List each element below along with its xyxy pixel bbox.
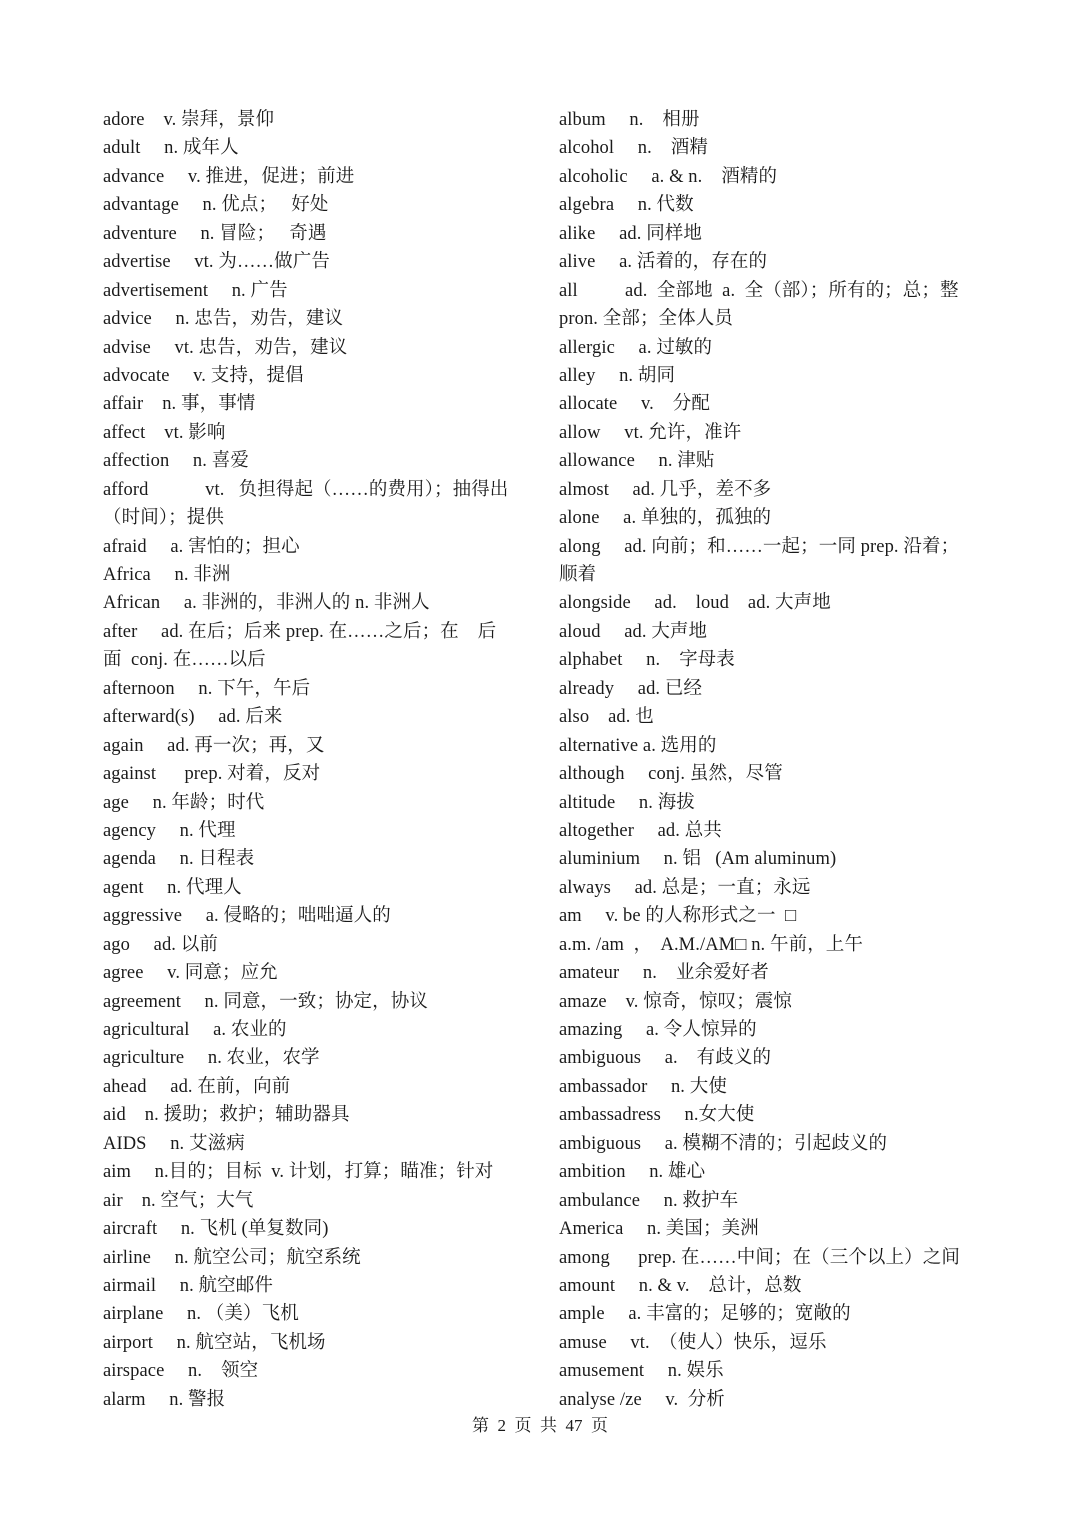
vocab-line: again ad. 再一次；再，又: [103, 735, 325, 756]
vocab-line: among prep. 在……中间；在（三个以上）之间: [559, 1247, 960, 1268]
vocab-line: almost ad. 几乎，差不多: [559, 479, 772, 500]
vocab-line: alongside ad. loud ad. 大声地: [559, 593, 831, 614]
vocab-line: algebra n. 代数: [559, 195, 694, 216]
vocab-line: 顺着: [559, 565, 597, 585]
vocab-line: alternative a. 选用的: [559, 735, 717, 756]
vocab-line: a.m. /am ， A.M./AM□ n. 午前，上午: [559, 934, 864, 955]
vocab-line: along ad. 向前；和……一起；一同 prep. 沿着；: [559, 536, 960, 557]
vocab-line: against prep. 对着，反对: [103, 764, 321, 785]
vocab-line: aim n.目的；目标 v. 计划，打算；瞄准；针对: [103, 1162, 494, 1183]
vocab-line: album n. 相册: [559, 110, 700, 130]
vocab-line: age n. 年龄；时代: [103, 792, 265, 813]
vocab-line: agree v. 同意；应允: [103, 963, 278, 984]
vocab-line: afterward(s) ad. 后来: [103, 707, 283, 728]
vocab-line: ambulance n. 救护车: [559, 1190, 739, 1211]
vocab-line: aircraft n. 飞机 (单复数同): [103, 1219, 329, 1240]
vocab-line: aluminium n. 铝 (Am aluminum): [559, 849, 837, 870]
vocab-line: alcohol n. 酒精: [559, 138, 708, 159]
vocab-line: agreement n. 同意，一致；协定，协议: [103, 991, 428, 1012]
vocab-line: afraid a. 害怕的；担心: [103, 536, 300, 557]
vocab-line: ambition n. 雄心: [559, 1162, 706, 1183]
vocab-line: 面 conj. 在……以后: [103, 650, 266, 671]
vocab-line: AIDS n. 艾滋病: [103, 1133, 245, 1154]
vocab-line: aloud ad. 大声地: [559, 621, 708, 642]
vocab-line: affect vt. 影响: [103, 422, 226, 443]
vocab-line: America n. 美国；美洲: [559, 1219, 759, 1240]
vocab-line: alone a. 单独的，孤独的: [559, 508, 772, 529]
vocab-line: allocate v. 分配: [559, 394, 710, 415]
vocab-line: affection n. 喜爱: [103, 451, 249, 472]
vocab-line: ambiguous a. 有歧义的: [559, 1048, 772, 1069]
vocab-line: although conj. 虽然，尽管: [559, 764, 783, 785]
vocab-line: amazing a. 令人惊异的: [559, 1020, 757, 1040]
vocab-line: advertisement n. 广告: [103, 280, 288, 301]
vocab-line: always ad. 总是；一直；永远: [559, 877, 811, 898]
vocab-line: amuse vt. （使人）快乐，逗乐: [559, 1332, 827, 1353]
vocab-line: ahead ad. 在前，向前: [103, 1076, 291, 1097]
vocab-line: ago ad. 以前: [103, 934, 218, 955]
vocab-line: agenda n. 日程表: [103, 849, 255, 870]
vocab-line: affair n. 事，事情: [103, 394, 256, 415]
vocab-line: advocate v. 支持，提倡: [103, 365, 304, 386]
vocab-line: alarm n. 警报: [103, 1389, 226, 1410]
vocab-line: allergic a. 过敏的: [559, 337, 713, 358]
vocab-line: afford vt. 负担得起（……的费用）；抽得出: [103, 479, 509, 500]
vocab-line: agent n. 代理人: [103, 877, 242, 898]
vocab-line: pron. 全部；全体人员: [559, 309, 733, 330]
vocab-line: agency n. 代理: [103, 820, 236, 841]
vocab-line: alphabet n. 字母表: [559, 650, 735, 671]
vocab-line: Africa n. 非洲: [103, 565, 231, 585]
vocab-line: also ad. 也: [559, 707, 654, 728]
left-column: [103, 106, 535, 1414]
vocab-line: all ad. 全部地 a. 全（部）；所有的；总；整: [559, 280, 959, 301]
vocab-line: allowance n. 津贴: [559, 451, 715, 472]
vocab-line: altogether ad. 总共: [559, 820, 722, 841]
vocab-line: agricultural a. 农业的: [103, 1020, 287, 1040]
vocab-line: ambassadress n.女大使: [559, 1105, 755, 1126]
vocab-line: airport n. 航空站，飞机场: [103, 1332, 326, 1353]
vocab-line: adventure n. 冒险； 奇遇: [103, 223, 327, 244]
vocab-line: airspace n. 领空: [103, 1361, 259, 1382]
vocab-line: amaze v. 惊奇，惊叹；震惊: [559, 991, 793, 1012]
vocab-line: alike ad. 同样地: [559, 223, 702, 244]
vocab-line: already ad. 已经: [559, 678, 703, 699]
vocab-line: airplane n. （美）飞机: [103, 1304, 299, 1325]
vocab-line: afternoon n. 下午，午后: [103, 678, 311, 699]
vocab-line: amount n. & v. 总计，总数: [559, 1275, 802, 1296]
vocab-line: advise vt. 忠告，劝告，建议: [103, 337, 348, 358]
vocab-line: alcoholic a. & n. 酒精的: [559, 166, 778, 187]
vocab-line: ambassador n. 大使: [559, 1076, 727, 1097]
vocab-line: altitude n. 海拔: [559, 792, 695, 813]
vocab-line: advice n. 忠告，劝告，建议: [103, 309, 344, 330]
vocab-line: amateur n. 业余爱好者: [559, 963, 769, 984]
vocab-line: aid n. 援助；救护；辅助器具: [103, 1105, 350, 1126]
vocab-line: ambiguous a. 模糊不清的；引起歧义的: [559, 1133, 888, 1154]
page-footer: 第 2 页 共 47 页: [472, 1416, 608, 1435]
right-column: [559, 106, 989, 1414]
vocab-line: analyse /ze v. 分析: [559, 1389, 725, 1410]
vocab-line: （时间）；提供: [103, 508, 224, 529]
vocab-line: alley n. 胡同: [559, 365, 676, 386]
vocab-line: air n. 空气；大气: [103, 1190, 254, 1211]
vocab-line: am v. be 的人称形式之一 □: [559, 906, 797, 927]
vocab-line: aggressive a. 侵略的；咄咄逼人的: [103, 906, 391, 927]
vocab-line: airmail n. 航空邮件: [103, 1275, 273, 1296]
vocab-line: amusement n. 娱乐: [559, 1361, 724, 1382]
vocab-line: advantage n. 优点； 好处: [103, 195, 329, 216]
vocab-line: after ad. 在后；后来 prep. 在……之后；在 后: [103, 621, 497, 642]
vocab-line: ample a. 丰富的；足够的；宽敞的: [559, 1304, 851, 1325]
vocab-line: African a. 非洲的，非洲人的 n. 非洲人: [103, 593, 430, 614]
vocab-line: adore v. 崇拜，景仰: [103, 110, 275, 130]
vocab-line: advance v. 推进，促进；前进: [103, 166, 355, 187]
vocab-line: airline n. 航空公司；航空系统: [103, 1247, 361, 1268]
vocab-line: agriculture n. 农业，农学: [103, 1048, 320, 1069]
vocab-line: allow vt. 允许，准许: [559, 422, 742, 443]
vocab-line: adult n. 成年人: [103, 138, 239, 159]
vocab-line: advertise vt. 为……做广告: [103, 252, 330, 273]
vocab-line: alive a. 活着的，存在的: [559, 252, 768, 273]
